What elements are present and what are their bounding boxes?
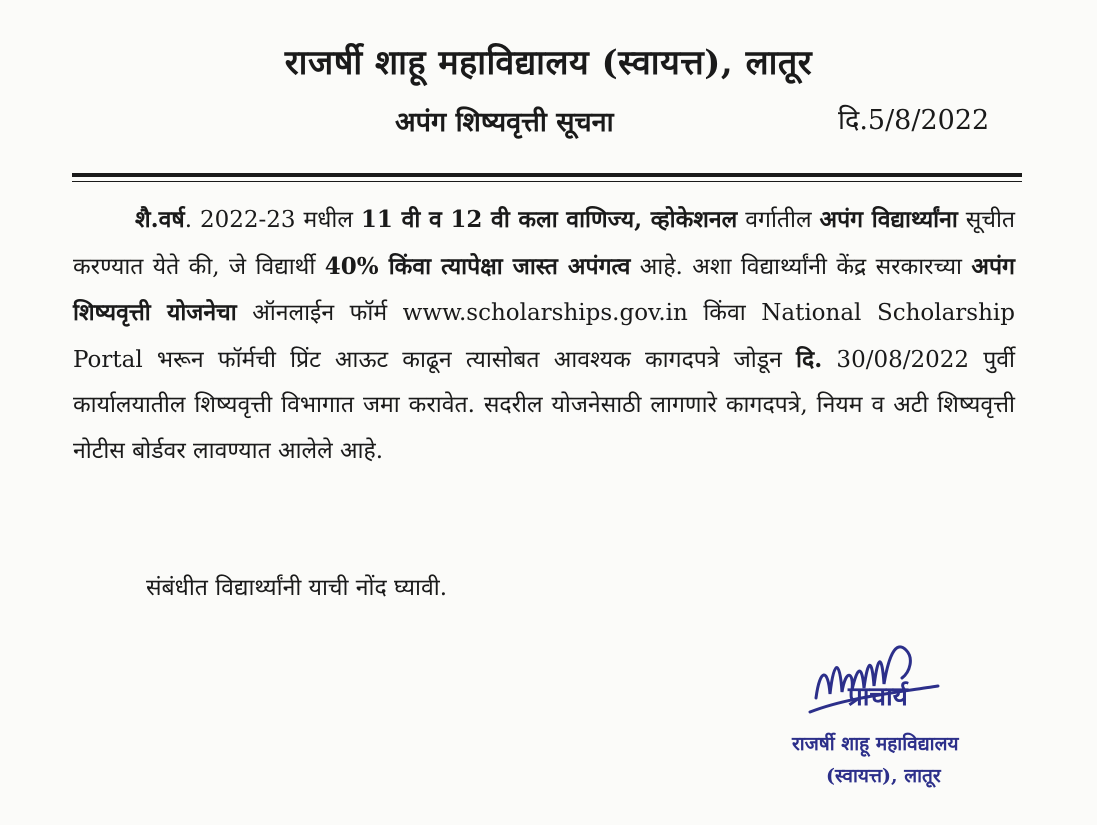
text-segment: शै.वर्ष	[135, 206, 185, 233]
text-segment: अपंग विद्यार्थ्यांना	[819, 206, 958, 233]
header-divider-thin	[72, 181, 1022, 182]
text-segment: आहे. अशा विद्यार्थ्यांनी केंद्र सरकारच्या	[630, 253, 972, 280]
text-segment: सूचीत करण्यात येते की, जे विद्यार्थी	[73, 207, 1016, 280]
text-segment: अपंग शिष्यवृत्ती योजनेचा	[73, 252, 1015, 326]
header-divider-thick	[72, 173, 1022, 177]
text-segment: ऑनलाईन फॉर्म www.scholarships.gov.in किंवा National Scholarship Portal भरून फॉर्मची प्रिंट आऊट काढून त्यासोबत आवश्यक कागदपत्रे जोडून	[73, 300, 1015, 373]
closing-line: संबंधीत विद्यार्थ्यांनी याची नोंद घ्यावी.	[146, 575, 448, 601]
signatory-title: प्राचार्य	[848, 682, 908, 712]
notice-body	[73, 197, 1015, 474]
text-segment: 30/08/2022 पुर्वी कार्यालयातील शिष्यवृत्ती विभागात जमा करावेत. सदरील योजनेसाठी लागणारे कागदपत्रे, नियम व अटी शिष्यवृत्ती नोटीस बोर्डवर लावण्यात आलेले आहे.	[73, 346, 1016, 464]
notice-paragraph	[73, 197, 1015, 474]
text-segment: वर्गातील	[737, 207, 820, 233]
text-segment: 40% किंवा त्यापेक्षा जास्त अपंगत्व	[324, 252, 631, 280]
text-segment: . 2022-23 मधील	[184, 207, 361, 233]
text-segment: 11 वी व 12 वी कला वाणिज्य, व्होकेशनल	[360, 206, 738, 233]
notice-date: दि.5/8/2022	[838, 105, 990, 136]
college-title: राजर्षी शाहू महाविद्यालय (स्वायत्त), लातूर	[284, 43, 813, 83]
notice-subtitle: अपंग शिष्यवृत्ती सूचना	[395, 107, 614, 138]
signatory-location: (स्वायत्त), लातूर	[826, 765, 941, 787]
text-segment: दि.	[796, 345, 823, 373]
signatory-college-text: राजर्षी शाहू महाविद्यालय	[792, 733, 959, 755]
